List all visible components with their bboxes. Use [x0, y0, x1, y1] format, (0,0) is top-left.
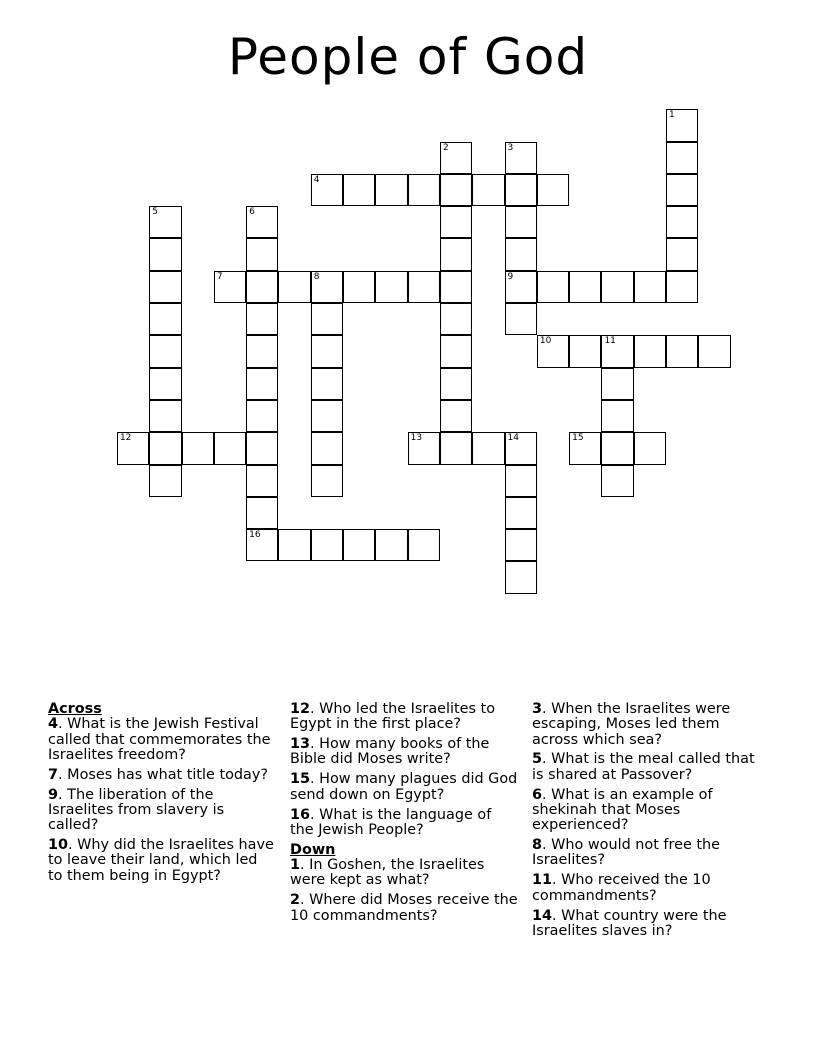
clue-item — [532, 909, 760, 940]
grid-cell[interactable] — [440, 335, 472, 367]
clue-number: 5 — [152, 207, 158, 218]
grid-cell[interactable] — [149, 335, 181, 367]
grid-cell[interactable] — [343, 174, 375, 206]
clue-number: 13 — [410, 433, 423, 444]
clue-item-text: . How many books of the Bible did Moses write? — [290, 736, 490, 768]
clue-item — [48, 768, 276, 783]
clue-number: 11 — [604, 336, 616, 347]
clue-item — [532, 752, 760, 783]
grid-cell[interactable] — [375, 271, 407, 303]
grid-cell[interactable] — [440, 142, 472, 174]
grid-cell[interactable] — [149, 368, 181, 400]
grid-cell[interactable] — [472, 432, 504, 464]
grid-cell[interactable] — [408, 271, 440, 303]
clue-item-number: 11 — [532, 872, 553, 889]
clue-item-number: 12 — [290, 701, 311, 717]
clue-item-text: . What is the Jewish Festival called that commemorates the Israelites freedom? — [48, 716, 271, 763]
grid-cell[interactable] — [698, 335, 730, 367]
grid-cell[interactable] — [311, 303, 343, 335]
grid-cell[interactable] — [537, 174, 569, 206]
grid-cell[interactable] — [311, 465, 343, 497]
clue-number: 7 — [216, 271, 223, 282]
clue-item — [532, 702, 760, 748]
clue-item-text: . Who would not free the Israelites? — [532, 837, 721, 869]
grid-cell[interactable] — [440, 206, 472, 238]
clue-item — [48, 838, 276, 884]
grid-cell[interactable] — [311, 271, 343, 303]
grid-cell[interactable] — [472, 174, 504, 206]
clue-number: 12 — [119, 433, 132, 444]
grid-cell[interactable] — [149, 303, 181, 335]
grid-cell[interactable] — [149, 432, 181, 464]
clue-number: 14 — [507, 433, 519, 444]
clue-item-number: 7 — [48, 766, 59, 783]
grid-cell[interactable] — [246, 529, 278, 561]
clue-item-text: . Who received the 10 commandments? — [532, 872, 711, 904]
clue-item — [48, 788, 276, 834]
grid-cell[interactable] — [375, 174, 407, 206]
grid-cell[interactable] — [375, 529, 407, 561]
grid-cell[interactable] — [149, 271, 181, 303]
down-heading: Down — [290, 841, 336, 858]
grid-cell[interactable] — [537, 271, 569, 303]
grid-cell[interactable] — [505, 465, 537, 497]
clue-item-text: . Moses has what title today? — [58, 766, 269, 783]
clue-item-number: 3 — [532, 701, 543, 717]
clue-number: 6 — [249, 207, 255, 218]
grid-cell[interactable] — [117, 432, 149, 464]
grid-cell[interactable] — [505, 303, 537, 335]
grid-cell[interactable] — [634, 335, 666, 367]
clue-item — [290, 858, 518, 889]
clue-number: 8 — [313, 271, 320, 282]
grid-cell[interactable] — [343, 529, 375, 561]
grid-cell[interactable] — [505, 561, 537, 593]
grid-cell[interactable] — [666, 271, 698, 303]
page-title: People of God — [227, 28, 589, 86]
grid-cell[interactable] — [569, 335, 601, 367]
grid-cell[interactable] — [408, 432, 440, 464]
grid-cell[interactable] — [182, 432, 214, 464]
grid-cell[interactable] — [440, 303, 472, 335]
clue-item — [532, 873, 760, 904]
across-heading: Across — [48, 701, 102, 717]
grid-cell[interactable] — [505, 497, 537, 529]
grid-cell[interactable] — [505, 529, 537, 561]
grid-cell[interactable] — [666, 109, 698, 141]
grid-cell[interactable] — [278, 271, 310, 303]
grid-cell[interactable] — [408, 174, 440, 206]
clue-item-number: 1 — [290, 857, 301, 874]
grid-cell[interactable] — [505, 271, 537, 303]
grid-cell[interactable] — [601, 432, 633, 464]
clue-number: 15 — [572, 433, 584, 444]
grid-cell[interactable] — [246, 206, 278, 238]
grid-cell[interactable] — [246, 271, 278, 303]
clue-item-text: . What is an example of shekinah that Moses experienced? — [532, 786, 713, 834]
clue-item-text: . How many plagues did God send down on Egypt? — [290, 771, 518, 803]
grid-cell[interactable] — [601, 465, 633, 497]
grid-cell[interactable] — [440, 368, 472, 400]
grid-cell[interactable] — [666, 335, 698, 367]
grid-cell[interactable] — [505, 432, 537, 464]
grid-cell[interactable] — [440, 238, 472, 270]
grid-cell[interactable] — [440, 174, 472, 206]
grid-cell[interactable] — [634, 432, 666, 464]
clue-item-text: . Where did Moses receive the 10 commandments? — [290, 892, 518, 924]
clue-item-number: 14 — [532, 907, 553, 924]
grid-cell[interactable] — [440, 400, 472, 432]
grid-cell[interactable] — [214, 271, 246, 303]
clue-item-text: . When the Israelites were escaping, Moses led them across which sea? — [532, 701, 731, 748]
grid-cell[interactable] — [537, 335, 569, 367]
clue-item — [290, 808, 518, 839]
clue-number: 10 — [539, 336, 552, 347]
grid-cell[interactable] — [569, 432, 601, 464]
grid-cell[interactable] — [214, 432, 246, 464]
grid-cell[interactable] — [601, 271, 633, 303]
clue-number: 2 — [442, 142, 449, 153]
grid-cell[interactable] — [666, 206, 698, 238]
clue-item-text: . The liberation of the Israelites from slavery is called? — [48, 786, 225, 834]
grid-cell[interactable] — [408, 529, 440, 561]
grid-cell[interactable] — [246, 238, 278, 270]
grid-cell[interactable] — [311, 368, 343, 400]
clue-item-number: 5 — [532, 751, 543, 768]
grid-cell[interactable] — [601, 335, 633, 367]
clue-number: 16 — [249, 530, 261, 541]
clue-item-number: 8 — [532, 837, 543, 854]
grid-cell[interactable] — [246, 432, 278, 464]
grid-cell[interactable] — [311, 335, 343, 367]
clue-item-number: 6 — [532, 786, 543, 803]
clue-item-number: 16 — [290, 806, 311, 823]
grid-cell[interactable] — [505, 206, 537, 238]
clue-item-text: . What is the meal called that is shared at Passover? — [532, 751, 755, 783]
clue-item — [532, 788, 760, 834]
clue-item — [290, 702, 518, 733]
grid-cell[interactable] — [311, 432, 343, 464]
clue-item-number: 4 — [48, 716, 59, 733]
clues-column-1 — [48, 702, 276, 889]
grid-cell[interactable] — [666, 174, 698, 206]
clue-item-number: 2 — [290, 892, 301, 909]
clue-item-text: . Who led the Israelites to Egypt in the first place? — [290, 701, 496, 733]
grid-cell[interactable] — [149, 465, 181, 497]
clue-item — [48, 717, 276, 763]
clue-item-number: 13 — [290, 736, 311, 753]
grid-cell[interactable] — [634, 271, 666, 303]
clue-item-number: 9 — [48, 786, 59, 803]
grid-cell[interactable] — [246, 497, 278, 529]
grid-cell[interactable] — [440, 271, 472, 303]
grid-cell[interactable] — [149, 238, 181, 270]
clue-number: 3 — [507, 142, 514, 153]
clues-column-3 — [532, 702, 760, 944]
clue-item-number: 15 — [290, 771, 311, 788]
clue-item — [290, 893, 518, 924]
grid-cell[interactable] — [505, 174, 537, 206]
clue-item — [290, 737, 518, 768]
grid-cell[interactable] — [246, 303, 278, 335]
grid-cell[interactable] — [343, 271, 375, 303]
clue-number: 1 — [669, 110, 675, 121]
grid-cell[interactable] — [666, 238, 698, 270]
grid-cell[interactable] — [149, 400, 181, 432]
clue-number: 4 — [313, 174, 320, 185]
clue-item-text: . Why did the Israelites have to leave their land, which led to them being in Egypt? — [48, 837, 274, 884]
grid-cell[interactable] — [311, 174, 343, 206]
grid-cell[interactable] — [278, 529, 310, 561]
grid-cell[interactable] — [601, 368, 633, 400]
clue-item — [290, 772, 518, 803]
clue-item-text: . What country were the Israelites slaves in? — [532, 907, 727, 939]
grid-cell[interactable] — [311, 529, 343, 561]
grid-cell[interactable] — [505, 238, 537, 270]
grid-cell[interactable] — [246, 400, 278, 432]
clue-item — [532, 838, 760, 869]
grid-cell[interactable] — [149, 206, 181, 238]
clue-number: 9 — [507, 271, 514, 282]
clue-item-text: . In Goshen, the Israelites were kept as what? — [290, 857, 485, 889]
grid-cell[interactable] — [505, 142, 537, 174]
grid-cell[interactable] — [246, 335, 278, 367]
clue-item-number: 10 — [48, 837, 69, 854]
clues-column-2 — [290, 702, 518, 928]
grid-cell[interactable] — [569, 271, 601, 303]
grid-cell[interactable] — [666, 142, 698, 174]
grid-cell[interactable] — [246, 368, 278, 400]
grid-cell[interactable] — [311, 400, 343, 432]
grid-cell[interactable] — [440, 432, 472, 464]
grid-cell[interactable] — [601, 400, 633, 432]
grid-cell[interactable] — [246, 465, 278, 497]
clue-item-text: . What is the language of the Jewish People? — [290, 806, 492, 838]
